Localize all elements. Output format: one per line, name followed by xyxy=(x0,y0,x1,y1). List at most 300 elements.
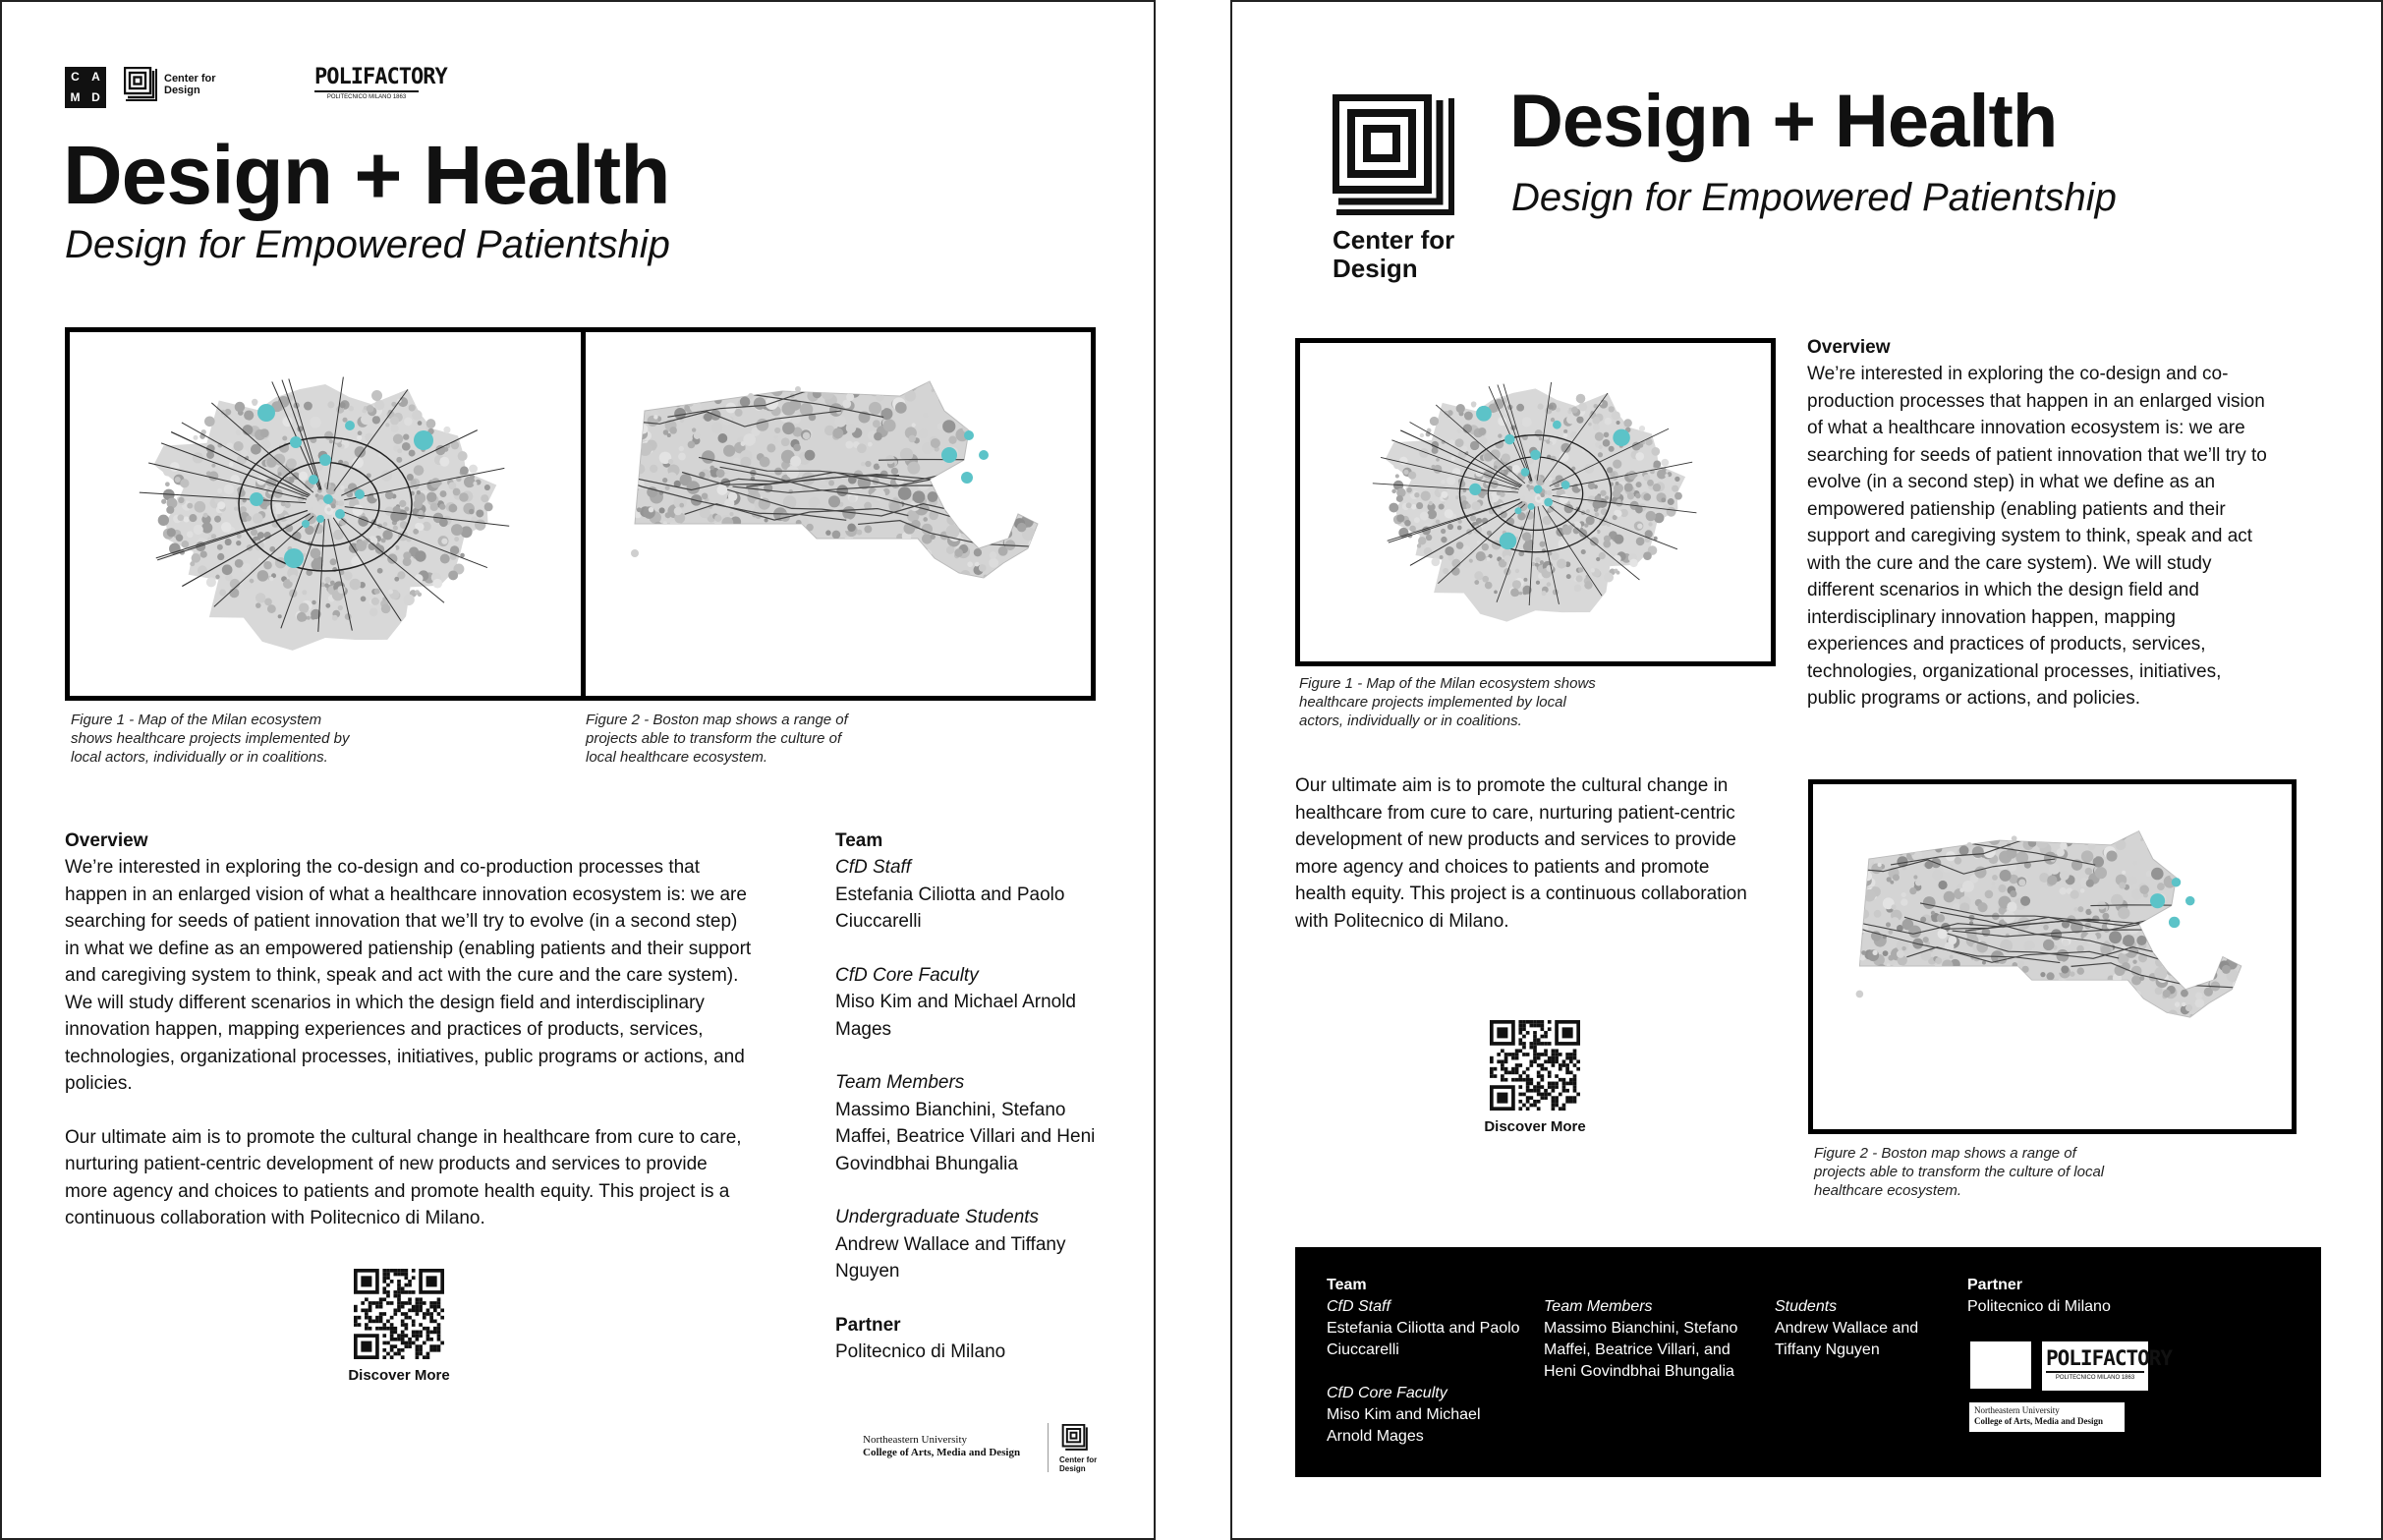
qr-code[interactable] xyxy=(354,1269,444,1359)
map-cell xyxy=(2181,990,2188,998)
map-cell xyxy=(1578,567,1583,572)
qr-module xyxy=(1573,1056,1577,1060)
discover-more-label[interactable]: Discover More xyxy=(1484,1118,1586,1135)
map-cell xyxy=(2230,843,2239,852)
qr-module xyxy=(1573,1089,1577,1093)
map-cell xyxy=(1494,466,1498,470)
qr-finder xyxy=(361,1276,371,1286)
map-cell xyxy=(809,543,821,555)
project-marker xyxy=(1561,481,1570,489)
map-cell xyxy=(1494,591,1498,595)
northeastern-logo xyxy=(863,1434,1040,1459)
qr-module xyxy=(390,1331,394,1335)
map-cell xyxy=(2122,871,2126,875)
map-cell xyxy=(649,507,654,513)
map-cell xyxy=(1861,950,1866,955)
map-cell xyxy=(743,566,752,575)
map-cell xyxy=(2070,890,2078,899)
map-cell xyxy=(945,507,951,513)
map-cell xyxy=(964,493,970,499)
map-cell xyxy=(1614,510,1619,516)
map-cell xyxy=(2205,945,2212,952)
map-cell xyxy=(1420,433,1424,437)
map-cell xyxy=(267,604,276,613)
map-cell xyxy=(891,468,898,475)
map-cell xyxy=(1842,947,1853,959)
map-cell xyxy=(402,442,411,451)
map-cell xyxy=(1903,1002,1908,1007)
map-cell xyxy=(1964,989,1971,996)
map-cell xyxy=(2051,929,2062,940)
map-cell xyxy=(2073,907,2077,911)
poster-right xyxy=(1230,0,2383,1540)
qr-module xyxy=(405,1334,409,1338)
map-cell xyxy=(1957,832,1964,840)
map-cell xyxy=(1853,1014,1861,1022)
qr-module xyxy=(1515,1078,1519,1082)
map-cell xyxy=(1598,452,1603,457)
map-cell xyxy=(898,486,912,500)
map-cell xyxy=(1029,386,1042,399)
map-cell xyxy=(2136,936,2146,945)
map-cell xyxy=(2191,947,2201,957)
qr-module xyxy=(365,1308,369,1312)
map-cell xyxy=(1844,1002,1857,1015)
qr-code-image[interactable] xyxy=(1490,1020,1580,1111)
map-cell xyxy=(2200,823,2205,827)
map-cell xyxy=(688,441,696,449)
map-cell xyxy=(689,396,694,401)
map-cell xyxy=(2048,984,2057,993)
map-cell xyxy=(2180,1022,2186,1029)
qr-module xyxy=(405,1312,409,1316)
map-cell xyxy=(845,441,853,449)
qr-module xyxy=(1537,1071,1541,1075)
map-cell xyxy=(846,423,856,432)
project-marker xyxy=(316,515,324,523)
map-cell xyxy=(258,557,262,561)
qr-module xyxy=(390,1338,394,1341)
qr-module xyxy=(405,1301,409,1305)
map-cell xyxy=(865,461,871,467)
qr-module xyxy=(1526,1085,1530,1089)
map-cell xyxy=(1003,434,1013,444)
map-cell xyxy=(659,566,670,577)
map-cell xyxy=(768,534,776,542)
map-cell xyxy=(1997,818,2009,829)
map-cell xyxy=(833,542,842,551)
team-role: CfD Staff xyxy=(835,857,912,878)
qr-module xyxy=(408,1338,412,1341)
map-cell xyxy=(1604,572,1614,582)
qr-module xyxy=(1537,1082,1541,1086)
map-cell xyxy=(200,550,207,557)
map-cell xyxy=(2206,949,2219,962)
map-cell xyxy=(1854,853,1866,865)
map-cell xyxy=(600,521,612,533)
map-cell xyxy=(711,422,723,433)
band-polifactory-subtitle: POLITECNICO MILANO 1863 xyxy=(2055,1375,2135,1381)
map-cell xyxy=(974,502,978,506)
qr-code[interactable] xyxy=(1490,1020,1580,1111)
map-cell xyxy=(1457,526,1462,531)
map-cell xyxy=(873,548,879,555)
figure1-caption: Figure 1 - Map of the Milan ecosystem shows healthcare projects implemented by local actors, individually or in coalitions. xyxy=(1299,675,1596,729)
map-cell xyxy=(759,549,767,558)
map-cell xyxy=(264,599,272,606)
map-cell xyxy=(868,367,879,378)
map-cell xyxy=(2069,1000,2076,1008)
map-cell xyxy=(235,402,246,413)
qr-module xyxy=(382,1269,386,1273)
map-cell xyxy=(831,363,839,371)
map-cell xyxy=(1986,1004,1996,1014)
map-cell xyxy=(2229,821,2238,829)
qr-module xyxy=(386,1352,390,1356)
map-cell xyxy=(1916,996,1929,1008)
map-cell xyxy=(994,420,999,425)
map-cell xyxy=(903,582,910,589)
map-cell xyxy=(1539,437,1543,441)
map-cell xyxy=(2165,817,2178,829)
map-cell xyxy=(806,371,819,383)
map-cell xyxy=(417,490,421,494)
map-cell xyxy=(636,567,646,577)
qr-finder xyxy=(1562,1027,1573,1038)
map-cell xyxy=(943,497,954,508)
map-cell xyxy=(1617,571,1620,575)
map-cell xyxy=(1885,1010,1898,1023)
map-cell xyxy=(969,418,975,424)
map-cell xyxy=(1643,493,1651,501)
map-cell xyxy=(931,438,940,448)
map-cell xyxy=(1011,579,1017,585)
map-cell xyxy=(926,368,938,380)
qr-module xyxy=(397,1280,401,1283)
center-for-design-footer-label: Center for Design xyxy=(1059,1455,1098,1473)
map-cell xyxy=(764,560,774,571)
map-cell xyxy=(1017,465,1027,475)
map-cell xyxy=(387,553,397,563)
map-cell xyxy=(1474,580,1479,585)
qr-module xyxy=(1533,1104,1537,1108)
map-cell xyxy=(2135,819,2147,830)
map-cell xyxy=(2044,852,2057,865)
map-cell xyxy=(645,549,655,560)
band-faculty-names: Miso Kim and Michael Arnold Mages xyxy=(1327,1406,1481,1445)
qr-module xyxy=(1573,1074,1577,1078)
qr-module xyxy=(393,1327,397,1331)
map-cell xyxy=(836,485,848,496)
map-cell xyxy=(948,435,956,443)
map-cell xyxy=(2200,889,2205,894)
map-cell xyxy=(2063,829,2071,838)
qr-module xyxy=(1497,1059,1501,1063)
map-cell xyxy=(1893,1015,1898,1020)
map-cell xyxy=(2135,1010,2143,1018)
map-cell xyxy=(1541,493,1545,497)
map-cell xyxy=(252,399,257,405)
map-cell xyxy=(2234,1021,2243,1031)
map-cell xyxy=(1027,574,1038,585)
qr-module xyxy=(1555,1082,1559,1086)
map-cell xyxy=(1003,489,1017,503)
map-cell xyxy=(215,575,219,579)
qr-module xyxy=(1541,1053,1545,1056)
map-cell xyxy=(1856,926,1862,932)
project-marker xyxy=(309,475,318,485)
map-cell xyxy=(793,444,801,452)
map-cell xyxy=(476,509,483,517)
map-cell xyxy=(733,549,739,555)
map-cell xyxy=(792,542,800,550)
qr-module xyxy=(405,1269,409,1273)
qr-module xyxy=(1497,1053,1501,1056)
project-marker xyxy=(2012,835,2017,841)
map-cell xyxy=(1436,458,1440,462)
map-cell xyxy=(2132,959,2136,963)
map-cell xyxy=(2197,949,2206,958)
map-cell xyxy=(751,525,761,535)
map-cell xyxy=(1959,845,1969,855)
qr-module xyxy=(1544,1059,1548,1063)
map-cell xyxy=(706,583,712,590)
project-marker xyxy=(1469,484,1481,495)
qr-module xyxy=(397,1294,401,1298)
team-section xyxy=(835,827,1120,1365)
map-cell xyxy=(828,495,840,507)
map-cell xyxy=(2178,839,2183,844)
map-cell xyxy=(2215,1016,2223,1024)
map-cell xyxy=(754,378,759,383)
qr-module xyxy=(1490,1074,1494,1078)
qr-module xyxy=(1569,1082,1573,1086)
map-cell xyxy=(618,392,625,399)
map-cell xyxy=(677,543,688,554)
map-cell xyxy=(1456,428,1461,433)
map-cell xyxy=(663,521,667,525)
map-cell xyxy=(2185,1004,2192,1011)
map-cell xyxy=(910,371,922,383)
map-cell xyxy=(2121,1004,2132,1016)
map-cell xyxy=(1827,1009,1838,1020)
qr-module xyxy=(437,1338,441,1341)
polifactory-subtitle: POLITECNICO MILANO 1863 xyxy=(326,94,407,100)
map-cell xyxy=(1942,959,1953,970)
map-cell xyxy=(1623,419,1632,428)
map-cell xyxy=(2097,828,2104,835)
camd-letter: C xyxy=(71,70,80,84)
qr-module xyxy=(433,1305,437,1309)
map-cell xyxy=(1034,455,1039,460)
map-cell xyxy=(629,405,641,417)
map-cell xyxy=(943,485,949,490)
map-cell xyxy=(2236,844,2243,852)
qr-module xyxy=(1533,1089,1537,1093)
map-cell xyxy=(790,456,801,467)
qr-module xyxy=(358,1316,362,1320)
qr-module xyxy=(1490,1071,1494,1075)
qr-module xyxy=(1552,1082,1556,1086)
map-cell xyxy=(1566,574,1571,579)
map-cell xyxy=(2004,982,2013,991)
map-cell xyxy=(846,393,854,401)
qr-module xyxy=(401,1312,405,1316)
map-cell xyxy=(990,486,999,496)
map-cell xyxy=(2223,876,2228,881)
map-cell xyxy=(908,546,917,555)
overview-section xyxy=(65,827,753,1232)
map-cell xyxy=(626,543,631,548)
white-logo-placeholder xyxy=(1970,1341,2031,1389)
map-cell xyxy=(1833,996,1837,999)
qr-module xyxy=(1544,1031,1548,1035)
map-cell xyxy=(178,497,184,503)
map-cell xyxy=(1482,576,1489,583)
qr-module xyxy=(1541,1096,1545,1100)
map-cell xyxy=(2177,836,2184,844)
map-cell xyxy=(2157,883,2165,890)
map-cell xyxy=(2152,941,2163,951)
map-cell xyxy=(1414,492,1419,497)
map-cell xyxy=(633,391,642,400)
map-cell xyxy=(2233,980,2243,991)
qr-module xyxy=(437,1323,441,1327)
map-cell xyxy=(358,430,363,435)
map-cell xyxy=(855,560,863,568)
map-cell xyxy=(1447,476,1455,485)
map-cell xyxy=(964,401,975,412)
map-cell xyxy=(707,360,714,368)
qr-module xyxy=(354,1305,358,1309)
map-cell xyxy=(1522,532,1531,541)
team-names: Estefania Ciliotta and Paolo Ciuccarelli xyxy=(835,884,1065,932)
map-cell xyxy=(1010,502,1018,510)
qr-module xyxy=(419,1334,423,1338)
qr-module xyxy=(1552,1063,1556,1067)
map-cell xyxy=(1026,512,1031,517)
map-cell xyxy=(1027,500,1037,510)
map-cell xyxy=(796,375,801,380)
qr-module xyxy=(401,1341,405,1345)
map-cell xyxy=(748,371,762,385)
map-cell xyxy=(667,433,671,437)
map-cell xyxy=(905,390,917,402)
map-cell xyxy=(2047,876,2057,885)
map-cell xyxy=(1563,429,1567,433)
map-cell xyxy=(1908,926,1921,939)
qr-module xyxy=(1501,1049,1504,1053)
discover-more-label[interactable]: Discover More xyxy=(348,1367,450,1384)
project-marker xyxy=(631,549,639,557)
map-cell xyxy=(2195,998,2204,1007)
qr-module xyxy=(1526,1089,1530,1093)
map-cell xyxy=(1396,495,1403,502)
band-partner-heading: Partner xyxy=(1967,1277,2023,1293)
map-cell xyxy=(1022,569,1033,580)
map-cell xyxy=(1992,875,1998,881)
band-partner-block xyxy=(1967,1275,2184,1318)
map-cell xyxy=(2001,990,2012,1000)
map-cell xyxy=(2114,998,2120,1004)
qr-module xyxy=(1569,1056,1573,1060)
map-cell xyxy=(224,485,234,494)
qr-module xyxy=(1541,1027,1545,1031)
map-cell xyxy=(979,564,987,572)
qr-module xyxy=(1533,1049,1537,1053)
qr-module xyxy=(365,1312,369,1316)
map-cell xyxy=(1969,967,1979,977)
map-cell xyxy=(1537,496,1541,500)
qr-module xyxy=(1548,1059,1552,1063)
map-cell xyxy=(971,507,980,516)
qr-module xyxy=(1559,1078,1562,1082)
map-cell xyxy=(1835,844,1846,856)
map-cell xyxy=(2043,925,2049,931)
qr-module xyxy=(1552,1059,1556,1063)
map-cell xyxy=(679,503,684,508)
qr-module xyxy=(1565,1100,1569,1104)
map-cell xyxy=(2216,884,2222,890)
map-cell xyxy=(2000,870,2012,882)
overview-text: We’re interested in exploring the co-design and co-production processes that happen in an enlarged vision of what a healthcare innovation ecosystem is: we are searching for seeds of patient innovation that we’ll try to evolve (in a second step) in what we define as an empowered patienship (enabling patients and their support and caregiving system to think, speak and act with the cure and the care system). We will study different scenarios in which the design field and interdisciplinary innovation happen, mapping experiences and practices of products, services, technologies, organizational processes, initiatives, public programs or actions, and policies. xyxy=(65,857,752,1094)
qr-code-image[interactable] xyxy=(354,1269,444,1359)
map-cell xyxy=(883,420,896,432)
qr-module xyxy=(379,1297,383,1301)
qr-module xyxy=(401,1290,405,1294)
map-cell xyxy=(998,506,1006,514)
map-cell xyxy=(1981,1001,1992,1012)
qr-module xyxy=(382,1297,386,1301)
map-cell xyxy=(976,365,983,371)
map-cell xyxy=(415,523,422,530)
map-cell xyxy=(919,428,929,438)
map-cell xyxy=(783,558,789,564)
map-cell xyxy=(1834,855,1845,867)
map-cell xyxy=(356,541,367,551)
map-cell xyxy=(869,402,881,415)
qr-module xyxy=(1541,1042,1545,1046)
map-cell xyxy=(1443,568,1448,574)
map-cell xyxy=(2224,914,2236,926)
map-cell xyxy=(1487,557,1491,561)
qr-module xyxy=(405,1290,409,1294)
qr-module xyxy=(1522,1035,1526,1039)
map-cell xyxy=(1890,917,1900,927)
map-cell xyxy=(2196,831,2203,838)
map-cell xyxy=(244,410,254,420)
project-marker xyxy=(355,489,365,499)
map-cell xyxy=(217,501,225,509)
map-cell xyxy=(771,385,783,397)
project-marker xyxy=(1504,434,1515,445)
qr-module xyxy=(1565,1067,1569,1071)
map-cell xyxy=(282,435,287,440)
map-cell xyxy=(913,368,919,373)
map-cell xyxy=(2107,922,2115,930)
map-cell xyxy=(1609,446,1615,452)
map-cell xyxy=(2091,908,2095,912)
boston-map-figure xyxy=(581,327,1096,701)
map-cell xyxy=(1901,892,1906,897)
qr-module xyxy=(382,1273,386,1277)
figure2-caption: Figure 2 - Boston map shows a range of projects able to transform the culture of local healthcare ecosystem. xyxy=(1814,1145,2105,1199)
map-cell xyxy=(342,418,347,423)
map-cell xyxy=(2150,828,2156,834)
qr-module xyxy=(1548,1082,1552,1086)
map-cell xyxy=(1899,1019,1907,1028)
map-cell xyxy=(1426,535,1432,541)
